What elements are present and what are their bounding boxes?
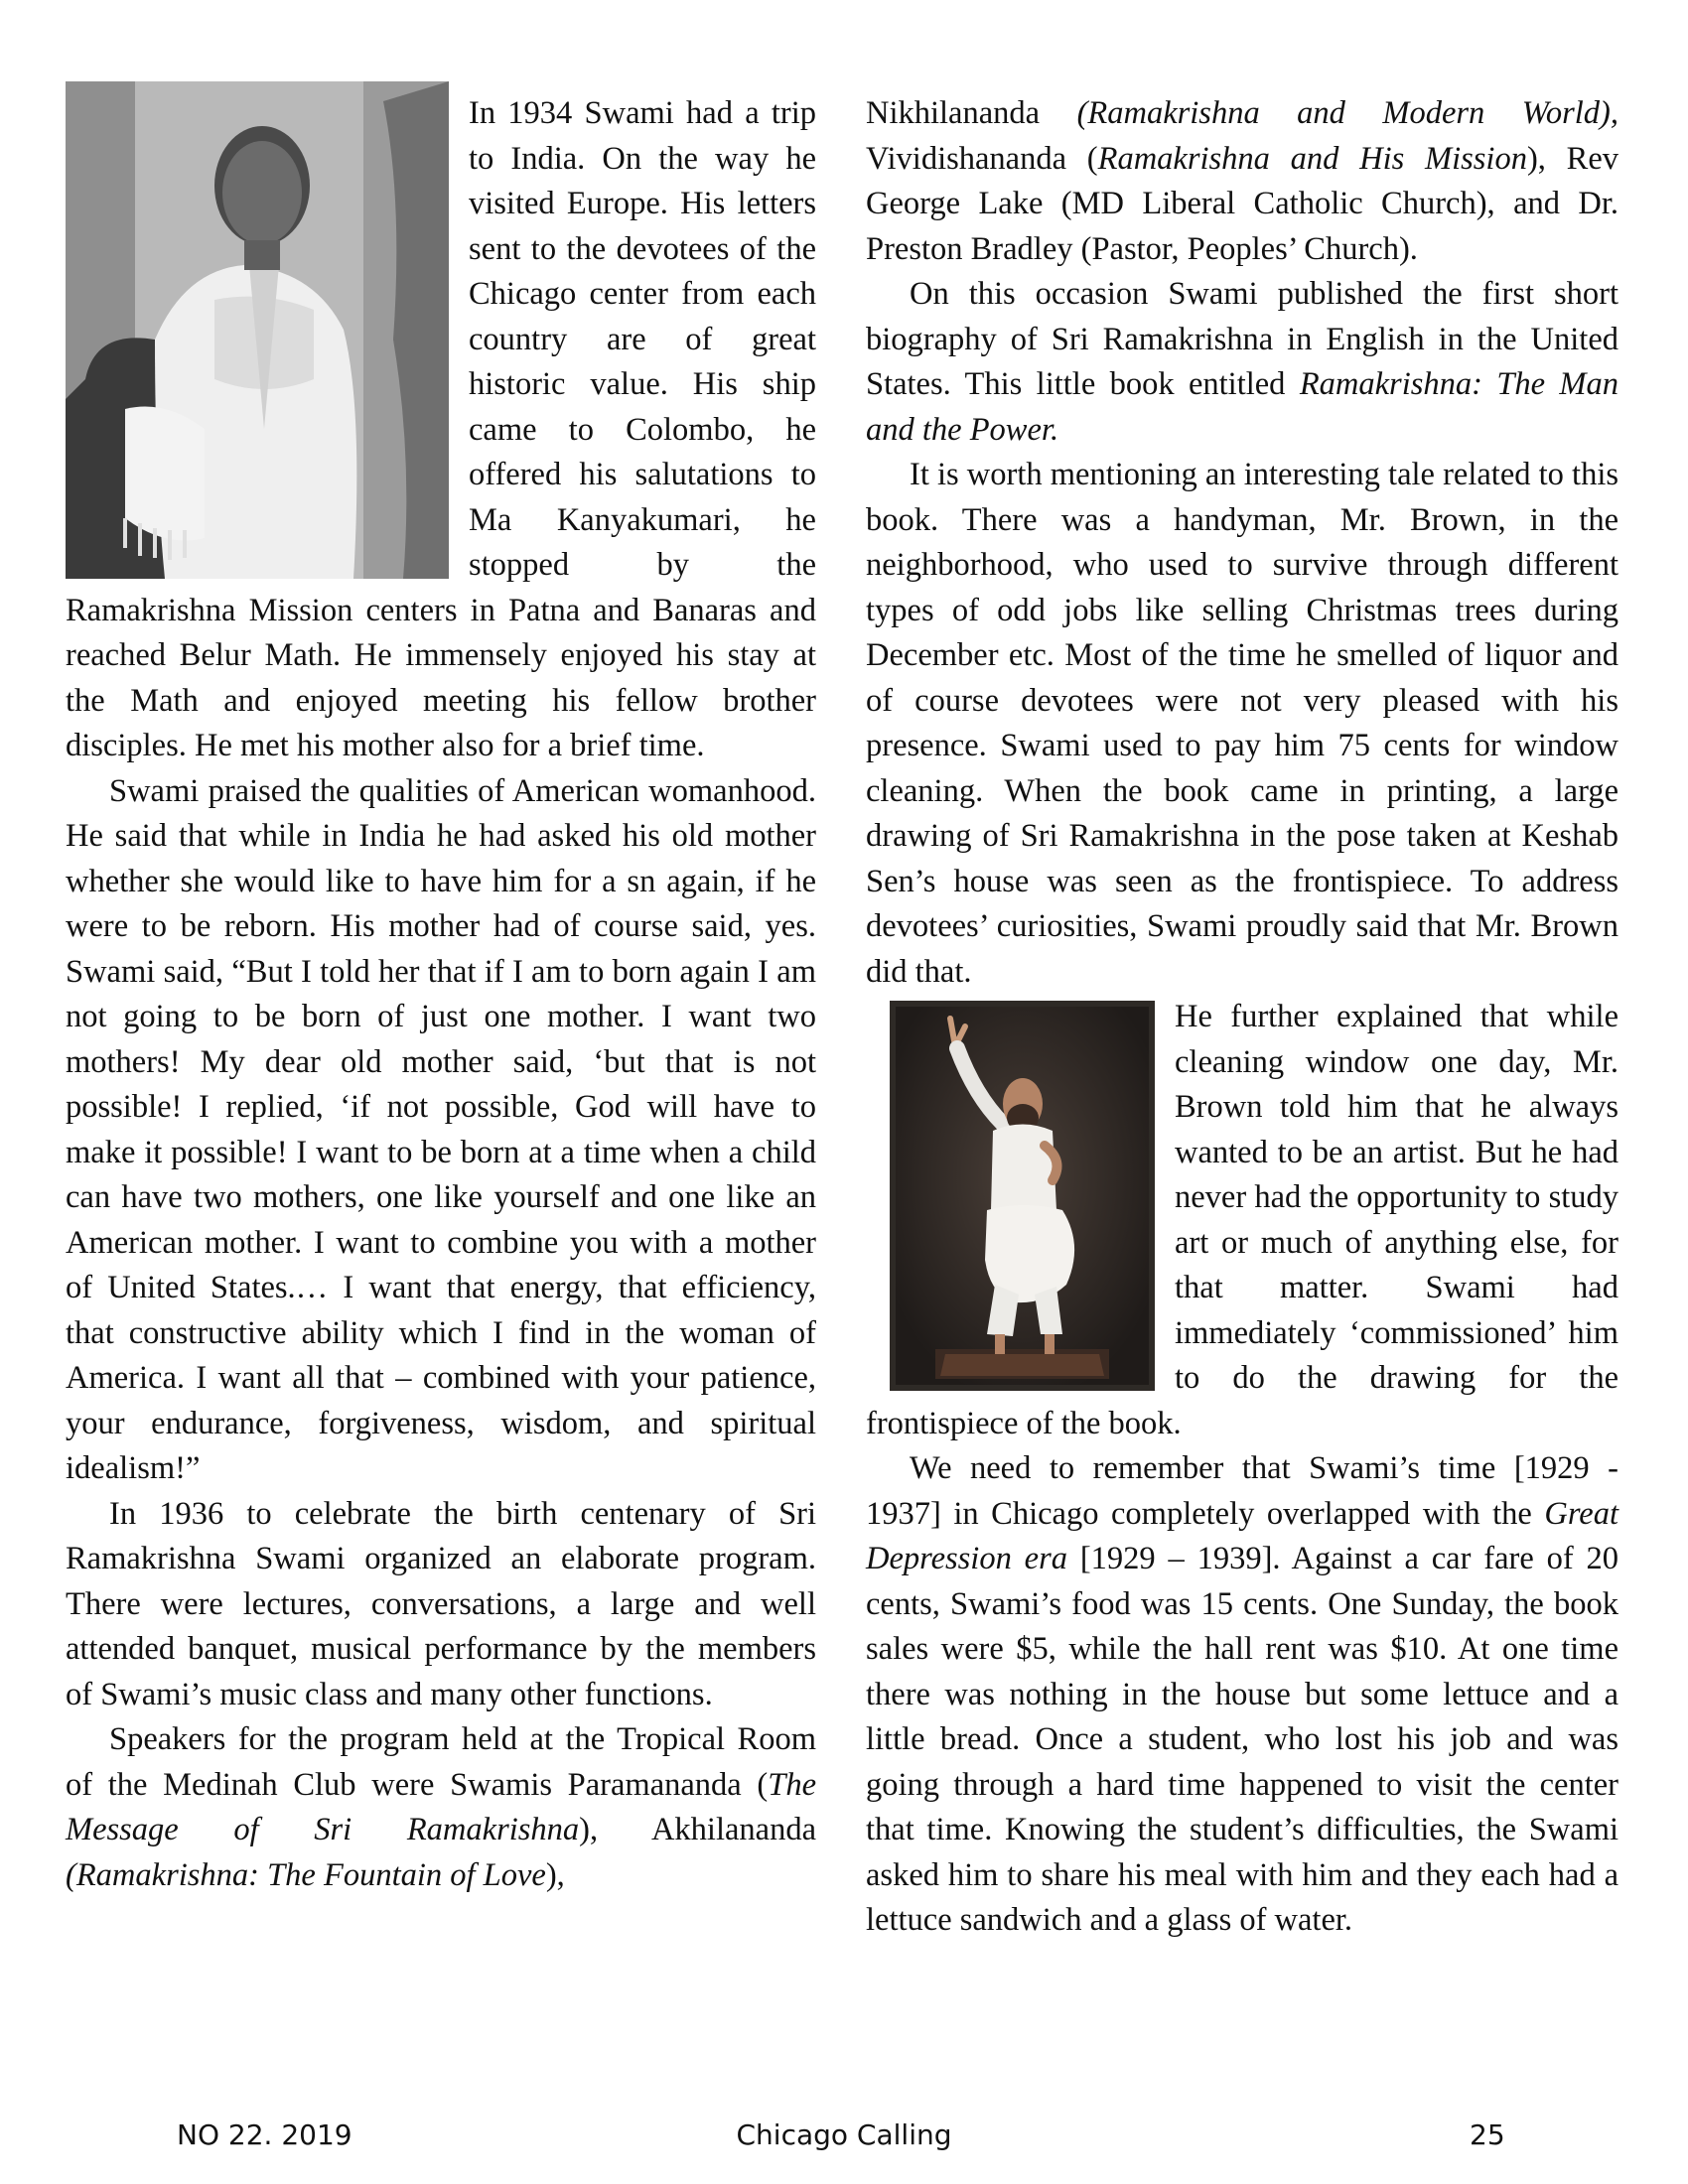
footer-magazine-title: Chicago Calling — [736, 2118, 952, 2151]
left-paragraph-3: In 1936 to celebrate the birth centenary of Sri Ramakrishna Swami organized an elaborate program. There were lectures, conversations, a large and well attended banquet, musical performance by the members of Swami’s music class and many other functions. — [66, 1495, 816, 1712]
right-paragraph-2 — [866, 272, 1618, 453]
right-p1-b-italic: (Ramakrishna and Modern World), — [1076, 95, 1618, 131]
left-p4-d-italic: (Ramakrishna: The Fountain of Love — [66, 1856, 546, 1893]
left-paragraph-4 — [66, 1717, 816, 1898]
right-p5-b-italic: Great Depression era — [866, 1495, 1618, 1576]
swami-seated-photo-art — [66, 81, 449, 579]
left-column — [66, 91, 816, 1898]
right-p2-b-italic: Ramakrishna: The Man and the Power. — [866, 366, 1619, 448]
right-p1-a: Nikhilananda — [866, 95, 1077, 131]
right-paragraph-3: It is worth mentioning an interesting tale related to this book. There was a handyman, Mr. Brown, in the neighborhood, who used to survive through different types of odd jobs like selling Christmas trees during December etc. Most of the time he smelled of liquor and of course devotees were not very pleased with his presence. Swami used to pay him 75 cents for window cleaning. When the book came in printing, a large drawing of Sri Ramakrishna in the pose taken at Keshab Sen’s house was seen as the frontispiece. To address devotees’ curiosities, Swami proudly said that Mr. Brown did that. — [866, 457, 1618, 990]
right-paragraph-4: He further explained that while cleaning window one day, Mr. Brown told him that he always wanted to be an artist. But he had never had the opportunity to study art or much of anything else, for that matter. Swami had immediately ‘commissioned’ him to do the drawing for the frontispiece of the book. — [866, 999, 1618, 1441]
right-p5-c: [1929 – 1939]. Against a car fare of 20 cents, Swami’s food was 15 cents. One Sunday, the book sales were $5, while the hall rent was $10. At one time there was nothing in the house but some lettuce and a little bread. Once a student, who lost his job and was going through a hard time happened to visit the center that time. Knowing the student’s difficulties, the Swami asked him to share his meal with him and they each had a lettuce sandwich and a glass of water. — [866, 1541, 1618, 1938]
left-paragraph-2: Swami praised the qualities of American womanhood. He said that while in India he had asked his old mother whether she would like to have him for a sn again, if he were to be reborn. His mother had of course said, yes. Swami said, “But I told her that if I am to born again I am not going to be born of just one mother. I want two mothers! My dear old mother said, ‘but that is not possible! I replied, ‘if not possible, God will have to make it possible! I want to be born at a time when a child can have two mothers, one like yourself and one like an American mother. I want to combine you with a mother of United States.… I want that energy, that efficiency, that constructive ability which I find in the woman of America. I want all that – combined with your patience, your endurance, forgiveness, wisdom, and spiritual idealism!” — [66, 772, 816, 1486]
right-paragraph-5 — [866, 1446, 1618, 1944]
swami-standing-photo — [890, 1001, 1155, 1391]
left-p4-a: Speakers for the program held at the Tropical Room of the Medinah Club were Swamis Paramananda ( — [66, 1721, 816, 1803]
swami-seated-photo — [66, 81, 449, 579]
right-paragraph-1 — [866, 91, 1618, 272]
right-p2-a: On this occasion Swami published the first short biography of Sri Ramakrishna in English in the United States. This little book entitled — [866, 276, 1618, 402]
right-p1-e: ), Rev George Lake (MD Liberal Catholic Church), and Dr. Preston Bradley (Pastor, Peoples’ Church). — [866, 140, 1618, 267]
right-p1-c: Vividishananda ( — [866, 140, 1098, 177]
footer-page-number: 25 — [1470, 2118, 1505, 2151]
left-p4-b-italic: The Message of Sri Ramakrishna — [66, 1766, 816, 1847]
left-p4-c: ), Akhilananda — [579, 1812, 816, 1847]
swami-standing-photo-art — [896, 1007, 1149, 1385]
footer-issue-number: NO 22. 2019 — [177, 2118, 352, 2151]
left-p4-e: ), — [545, 1856, 565, 1893]
right-column — [866, 91, 1618, 1944]
right-p5-a: We need to remember that Swami’s time [1929 - 1937] in Chicago completely overlapped with the — [866, 1450, 1618, 1532]
left-paragraph-1: In 1934 Swami had a trip to India. On the way he visited Europe. His letters sent to the devotees of the Chicago center from each country are of great historic value. His ship came to Colombo, he offered his salutations to Ma Kanyakumari, he stopped by the Ramakrishna Mission centers in Patna and Banaras and reached Belur Math. He immensely enjoyed his stay at the Math and enjoyed meeting his fellow brother disciples. He met his mother also for a brief time. — [66, 95, 816, 763]
right-p1-d-italic: Ramakrishna and His Mission — [1097, 140, 1527, 177]
